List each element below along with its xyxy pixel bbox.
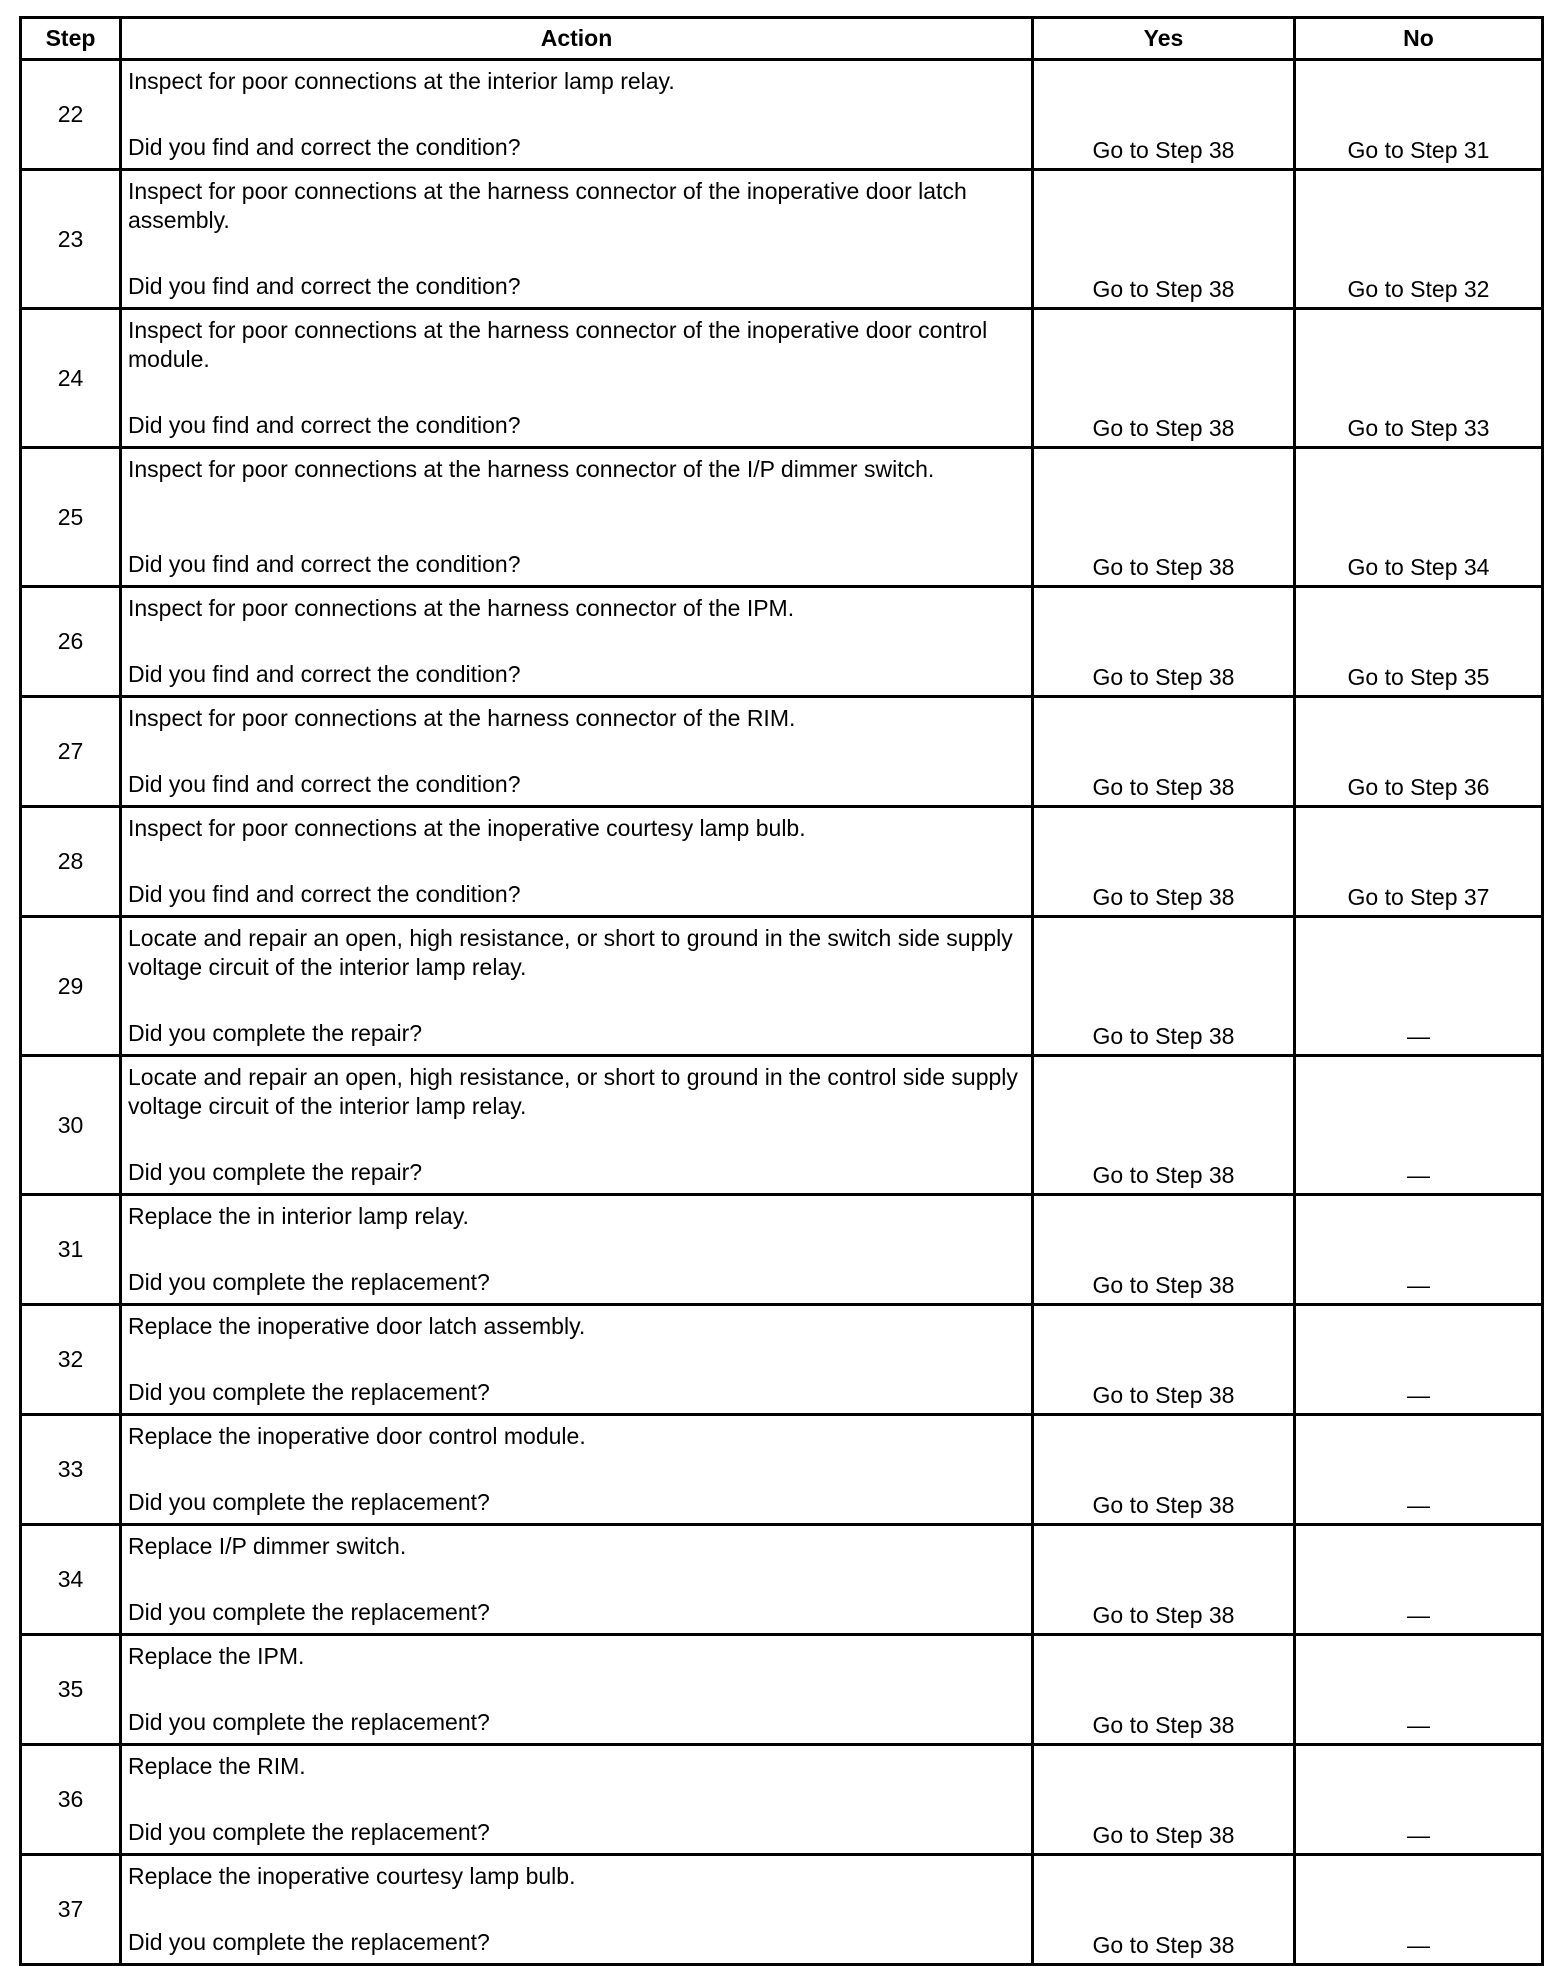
diagnostic-table bbox=[19, 16, 1544, 1966]
table-row bbox=[21, 1056, 1543, 1195]
no-result: — bbox=[1295, 1305, 1543, 1415]
no-result: — bbox=[1295, 1745, 1543, 1855]
no-result: — bbox=[1295, 1855, 1543, 1965]
action-cell bbox=[121, 1305, 1033, 1415]
no-result: Go to Step 36 bbox=[1295, 697, 1543, 807]
action-question: Did you find and correct the condition? bbox=[128, 412, 521, 438]
no-result: — bbox=[1295, 1195, 1543, 1305]
action-text: Inspect for poor connections at the harness connector of the inoperative door latch assembly. bbox=[128, 178, 967, 233]
no-result: Go to Step 31 bbox=[1295, 60, 1543, 170]
no-result: — bbox=[1295, 1415, 1543, 1525]
action-text: Locate and repair an open, high resistance, or short to ground in the switch side supply voltage circuit of the interior lamp relay. bbox=[128, 925, 1013, 980]
table-row bbox=[21, 309, 1543, 448]
yes-result: Go to Step 38 bbox=[1033, 1855, 1295, 1965]
step-number: 26 bbox=[21, 587, 121, 697]
action-question: Did you find and correct the condition? bbox=[128, 661, 521, 687]
action-cell bbox=[121, 697, 1033, 807]
action-text: Replace the inoperative door latch assembly. bbox=[128, 1313, 586, 1339]
action-cell bbox=[121, 917, 1033, 1056]
action-question: Did you find and correct the condition? bbox=[128, 881, 521, 907]
action-cell bbox=[121, 448, 1033, 587]
action-question: Did you find and correct the condition? bbox=[128, 551, 521, 577]
table-row bbox=[21, 1635, 1543, 1745]
action-question: Did you complete the replacement? bbox=[128, 1489, 490, 1515]
step-number: 31 bbox=[21, 1195, 121, 1305]
step-number: 28 bbox=[21, 807, 121, 917]
action-question: Did you complete the replacement? bbox=[128, 1599, 490, 1625]
step-number: 37 bbox=[21, 1855, 121, 1965]
no-result: Go to Step 32 bbox=[1295, 170, 1543, 309]
yes-result: Go to Step 38 bbox=[1033, 697, 1295, 807]
no-result: — bbox=[1295, 1635, 1543, 1745]
action-question: Did you find and correct the condition? bbox=[128, 273, 521, 299]
step-number: 32 bbox=[21, 1305, 121, 1415]
action-text: Replace the inoperative door control module. bbox=[128, 1423, 586, 1449]
yes-result: Go to Step 38 bbox=[1033, 448, 1295, 587]
yes-result: Go to Step 38 bbox=[1033, 1305, 1295, 1415]
yes-result: Go to Step 38 bbox=[1033, 587, 1295, 697]
action-cell bbox=[121, 807, 1033, 917]
action-question: Did you find and correct the condition? bbox=[128, 771, 521, 797]
yes-result: Go to Step 38 bbox=[1033, 1415, 1295, 1525]
action-question: Did you complete the replacement? bbox=[128, 1929, 490, 1955]
table-row bbox=[21, 697, 1543, 807]
table-row bbox=[21, 1195, 1543, 1305]
yes-result: Go to Step 38 bbox=[1033, 1745, 1295, 1855]
table-row bbox=[21, 1525, 1543, 1635]
action-text: Replace the IPM. bbox=[128, 1643, 305, 1669]
action-cell bbox=[121, 587, 1033, 697]
action-cell bbox=[121, 60, 1033, 170]
action-question: Did you find and correct the condition? bbox=[128, 134, 521, 160]
action-text: Inspect for poor connections at the harness connector of the IPM. bbox=[128, 595, 795, 621]
yes-result: Go to Step 38 bbox=[1033, 170, 1295, 309]
yes-result: Go to Step 38 bbox=[1033, 917, 1295, 1056]
action-text: Inspect for poor connections at the interior lamp relay. bbox=[128, 68, 675, 94]
action-question: Did you complete the repair? bbox=[128, 1020, 423, 1046]
header-step: Step bbox=[21, 18, 121, 60]
step-number: 35 bbox=[21, 1635, 121, 1745]
action-text: Replace the in interior lamp relay. bbox=[128, 1203, 469, 1229]
action-cell bbox=[121, 1635, 1033, 1745]
yes-result: Go to Step 38 bbox=[1033, 807, 1295, 917]
action-question: Did you complete the replacement? bbox=[128, 1709, 490, 1735]
action-cell bbox=[121, 1525, 1033, 1635]
action-cell bbox=[121, 309, 1033, 448]
action-cell bbox=[121, 1056, 1033, 1195]
action-question: Did you complete the replacement? bbox=[128, 1819, 490, 1845]
table-row bbox=[21, 1745, 1543, 1855]
table-row bbox=[21, 587, 1543, 697]
yes-result: Go to Step 38 bbox=[1033, 1056, 1295, 1195]
action-question: Did you complete the repair? bbox=[128, 1159, 423, 1185]
no-result: Go to Step 33 bbox=[1295, 309, 1543, 448]
action-question: Did you complete the replacement? bbox=[128, 1269, 490, 1295]
yes-result: Go to Step 38 bbox=[1033, 309, 1295, 448]
header-yes: Yes bbox=[1033, 18, 1295, 60]
table-row bbox=[21, 1305, 1543, 1415]
yes-result: Go to Step 38 bbox=[1033, 1195, 1295, 1305]
step-number: 23 bbox=[21, 170, 121, 309]
no-result: Go to Step 35 bbox=[1295, 587, 1543, 697]
action-cell bbox=[121, 1855, 1033, 1965]
action-text: Inspect for poor connections at the harness connector of the inoperative door control module. bbox=[128, 317, 988, 372]
step-number: 36 bbox=[21, 1745, 121, 1855]
step-number: 34 bbox=[21, 1525, 121, 1635]
header-row bbox=[21, 18, 1543, 60]
table-row bbox=[21, 60, 1543, 170]
action-text: Inspect for poor connections at the inoperative courtesy lamp bulb. bbox=[128, 815, 806, 841]
step-number: 29 bbox=[21, 917, 121, 1056]
action-text: Inspect for poor connections at the harness connector of the RIM. bbox=[128, 705, 796, 731]
no-result: — bbox=[1295, 917, 1543, 1056]
step-number: 30 bbox=[21, 1056, 121, 1195]
no-result: Go to Step 34 bbox=[1295, 448, 1543, 587]
no-result: — bbox=[1295, 1525, 1543, 1635]
table-row bbox=[21, 448, 1543, 587]
action-text: Replace the inoperative courtesy lamp bulb. bbox=[128, 1863, 576, 1889]
action-cell bbox=[121, 1195, 1033, 1305]
header-action: Action bbox=[121, 18, 1033, 60]
table-row bbox=[21, 917, 1543, 1056]
table-row bbox=[21, 807, 1543, 917]
table-row bbox=[21, 170, 1543, 309]
step-number: 25 bbox=[21, 448, 121, 587]
step-number: 24 bbox=[21, 309, 121, 448]
action-text: Replace the RIM. bbox=[128, 1753, 306, 1779]
yes-result: Go to Step 38 bbox=[1033, 1525, 1295, 1635]
step-number: 22 bbox=[21, 60, 121, 170]
yes-result: Go to Step 38 bbox=[1033, 1635, 1295, 1745]
action-text: Inspect for poor connections at the harness connector of the I/P dimmer switch. bbox=[128, 456, 935, 482]
action-question: Did you complete the replacement? bbox=[128, 1379, 490, 1405]
table-row bbox=[21, 1855, 1543, 1965]
action-cell bbox=[121, 1745, 1033, 1855]
yes-result: Go to Step 38 bbox=[1033, 60, 1295, 170]
action-cell bbox=[121, 1415, 1033, 1525]
step-number: 27 bbox=[21, 697, 121, 807]
action-text: Replace I/P dimmer switch. bbox=[128, 1533, 407, 1559]
table-row bbox=[21, 1415, 1543, 1525]
action-cell bbox=[121, 170, 1033, 309]
step-number: 33 bbox=[21, 1415, 121, 1525]
action-text: Locate and repair an open, high resistance, or short to ground in the control side supply voltage circuit of the interior lamp relay. bbox=[128, 1064, 1018, 1119]
no-result: Go to Step 37 bbox=[1295, 807, 1543, 917]
header-no: No bbox=[1295, 18, 1543, 60]
no-result: — bbox=[1295, 1056, 1543, 1195]
